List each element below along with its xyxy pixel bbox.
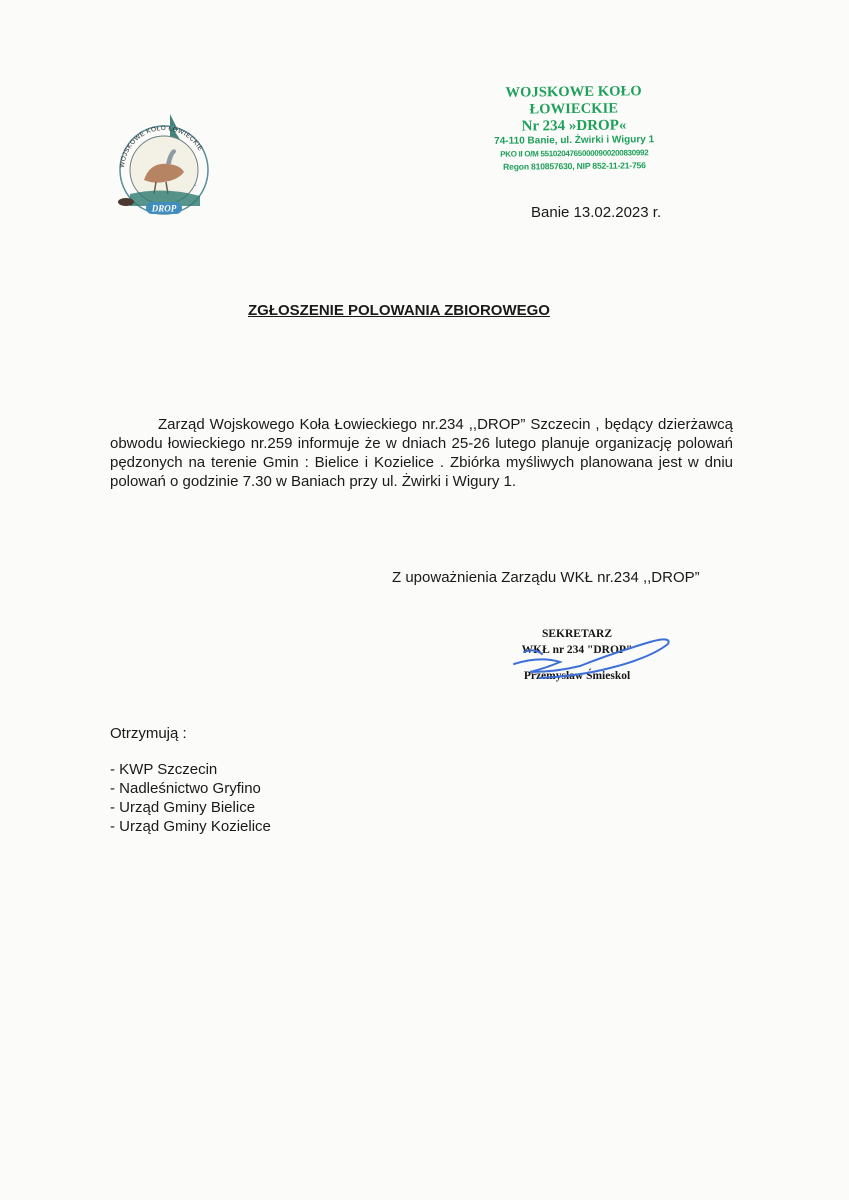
handwritten-signature-icon (500, 628, 690, 698)
list-item: - Nadleśnictwo Gryfino (110, 780, 261, 797)
recipients-label: Otrzymują : (110, 725, 187, 742)
document-date: Banie 13.02.2023 r. (531, 204, 662, 221)
secretary-role: SEKRETARZ (541, 628, 613, 640)
secretary-name: Przemysław Śmieskol (523, 670, 631, 682)
list-item: - Urząd Gminy Bielice (110, 799, 256, 816)
stamp-line-1: WOJSKOWE KOŁO ŁOWIECKIE (505, 83, 642, 118)
secretary-unit: WKŁ nr 234 "DROP" (521, 644, 633, 656)
document-title: ZGŁOSZENIE POLOWANIA ZBIOROWEGO (248, 302, 550, 319)
recipients-list (110, 760, 271, 836)
logo-badge-text: DROP (151, 203, 177, 214)
club-stamp (476, 83, 673, 174)
stamp-line-4: PKO II O/M 55102047650000900200830992 (500, 148, 649, 159)
document-body: Zarząd Wojskowego Koła Łowieckiego nr.234 ,,DROP” Szczecin , będący dzierżawcą obwodu łowieckiego nr.259 informuje że w dniach 25-26 lutego planuje organizację polowań pędzonych na terenie Gmin : Bielice i Kozielice . Zbiórka myśliwych planowana jest w dniu polowań o godzinie 7.30 w Baniach przy ul. Żwirki i Wigury 1. (110, 416, 733, 490)
stamp-line-5: Regon 810857630, NIP 852-11-21-756 (503, 160, 646, 172)
stamp-line-3: 74-110 Banie, ul. Żwirki i Wigury 1 (494, 134, 655, 147)
stamp-line-2: Nr 234 »DROP« (521, 117, 627, 135)
authorization-line: Z upoważnienia Zarządu WKŁ nr.234 ,,DROP” (392, 569, 700, 586)
logo-arc-text: WOJSKOWE KOŁO ŁOWIECKIE (118, 124, 204, 169)
list-item: - Urząd Gminy Kozielice (110, 818, 271, 835)
list-item: - KWP Szczecin (110, 761, 218, 778)
hunting-club-emblem-icon (108, 110, 220, 222)
